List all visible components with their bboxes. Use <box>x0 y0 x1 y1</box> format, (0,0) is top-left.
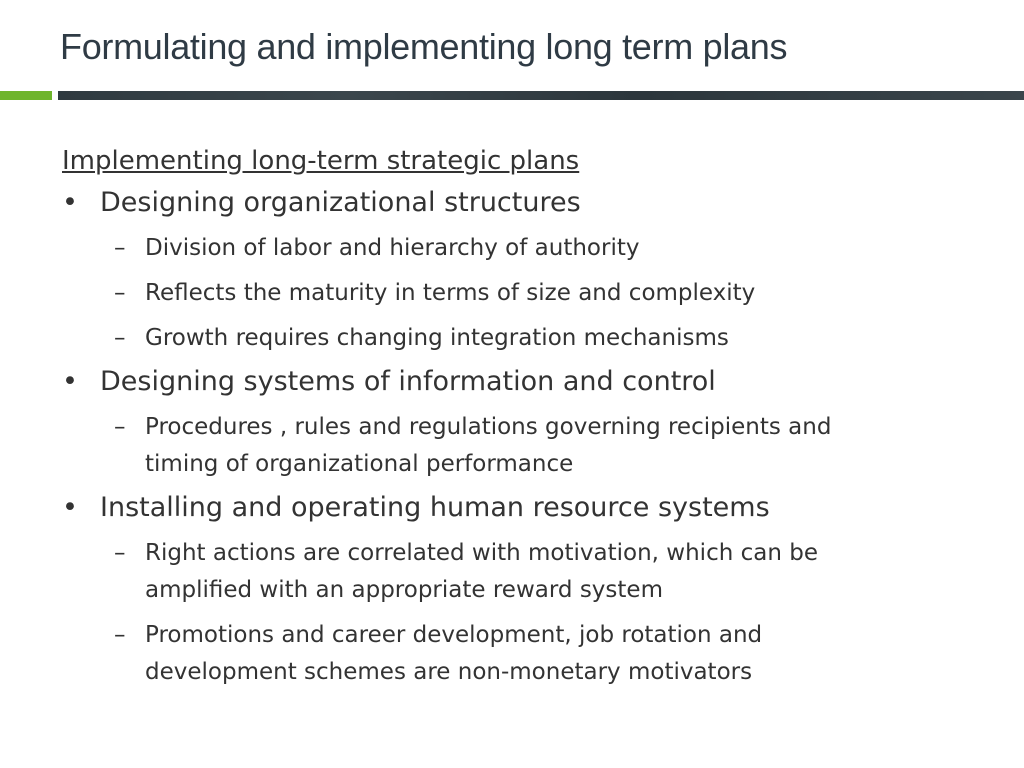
sub-bullet-item <box>62 409 905 483</box>
bullet-text: Designing systems of information and control <box>100 366 716 397</box>
sub-bullet-item <box>62 275 905 312</box>
slide-title: Formulating and implementing long term plans <box>60 26 788 67</box>
section-subheading: Implementing long-term strategic plans <box>62 146 580 176</box>
dash-icon: – <box>114 235 126 261</box>
sub-bullet-item <box>62 617 905 691</box>
dash-icon: – <box>114 622 126 648</box>
dash-icon: – <box>114 414 126 440</box>
sub-bullet-item <box>62 230 905 267</box>
bullet-icon: • <box>62 187 78 218</box>
sub-bullet-text: Procedures , rules and regulations governing recipients and timing of organizational performance <box>145 414 832 477</box>
sub-bullet-text: Right actions are correlated with motivation, which can be amplified with an appropriate reward system <box>145 540 818 603</box>
dash-icon: – <box>114 280 126 306</box>
bullet-text: Installing and operating human resource systems <box>100 492 770 523</box>
sub-bullet-text: Promotions and career development, job rotation and development schemes are non-monetary motivators <box>145 622 763 685</box>
sub-bullet-text: Growth requires changing integration mechanisms <box>145 325 729 351</box>
dash-icon: – <box>114 325 126 351</box>
bullet-icon: • <box>62 366 78 397</box>
bullet-icon: • <box>62 492 78 523</box>
accent-bar-green <box>0 91 52 100</box>
dash-icon: – <box>114 540 126 566</box>
sub-bullet-text: Division of labor and hierarchy of authority <box>145 235 640 261</box>
bullet-item <box>62 491 962 525</box>
sub-bullet-item <box>62 535 905 609</box>
slide-body <box>62 146 962 699</box>
bullet-item <box>62 365 962 399</box>
sub-bullet-text: Reflects the maturity in terms of size and complexity <box>145 280 756 306</box>
sub-bullet-item <box>62 320 905 357</box>
header-divider-bar <box>58 91 1024 100</box>
bullet-item <box>62 186 962 220</box>
bullet-text: Designing organizational structures <box>100 187 581 218</box>
